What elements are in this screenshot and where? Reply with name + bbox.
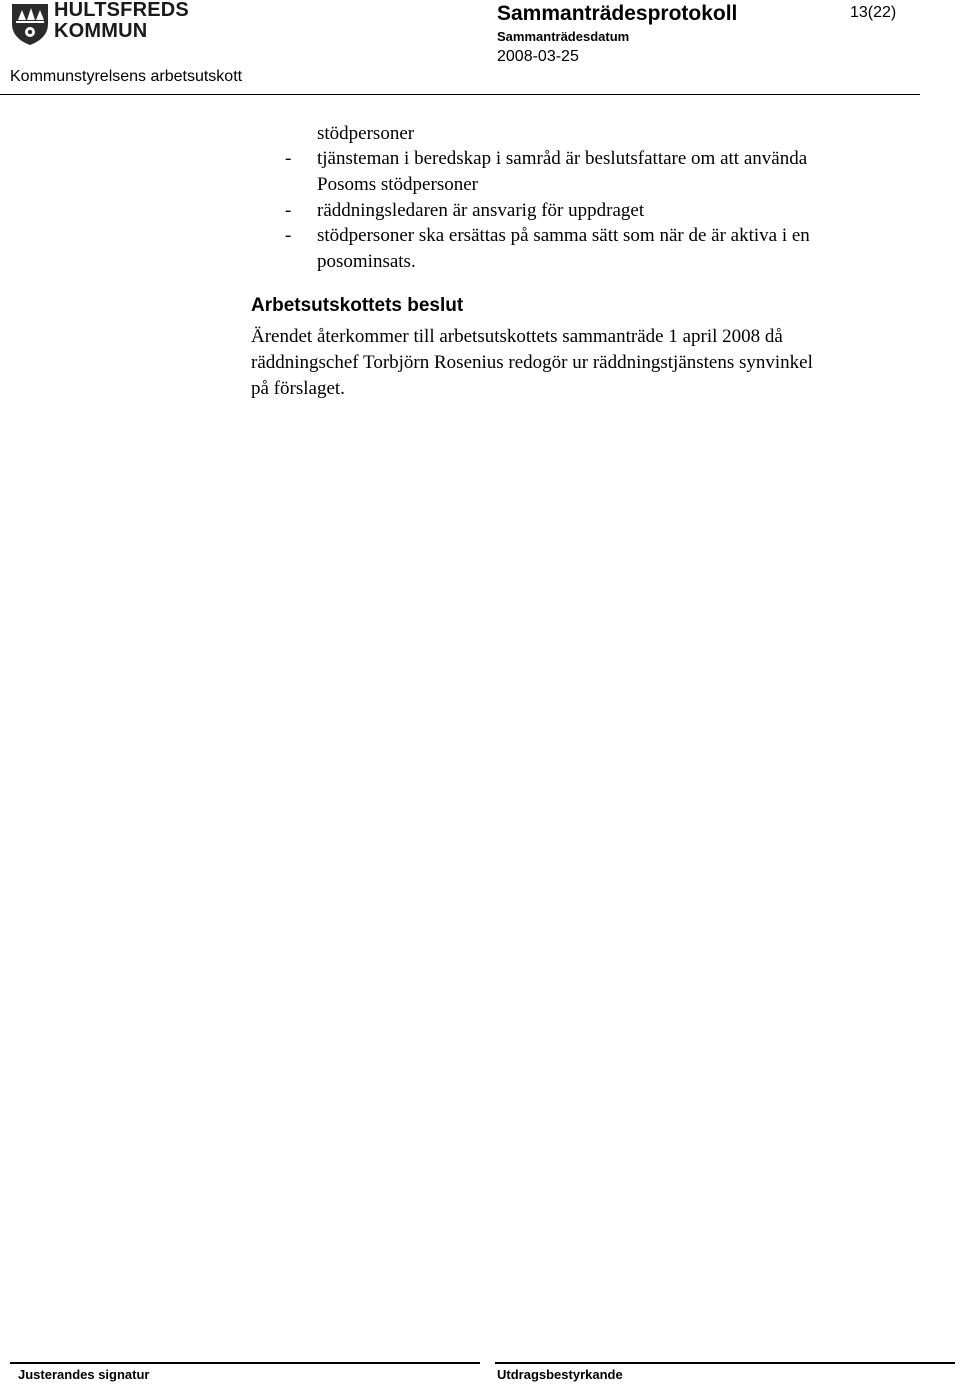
continuation-text: stödpersoner bbox=[317, 123, 415, 144]
logo-wordmark bbox=[54, 0, 189, 42]
decision-paragraph-line-2: räddningschef Torbjörn Rosenius redogör ur räddningstjänstens synvinkel bbox=[251, 352, 813, 373]
bullet-1-line-1: tjänsteman i beredskap i samråd är beslutsfattare om att använda bbox=[317, 148, 808, 169]
bullet-1-line-2: Posoms stödpersoner bbox=[317, 174, 478, 195]
bullet-2-line-1: räddningsledaren är ansvarig för uppdraget bbox=[317, 200, 645, 221]
meeting-date-value: 2008-03-25 bbox=[497, 48, 579, 65]
footer-certification-rule bbox=[495, 1362, 955, 1364]
bullet-dash: - bbox=[285, 200, 292, 221]
logo-line-2: KOMMUN bbox=[54, 20, 148, 42]
section-heading: Arbetsutskottets beslut bbox=[251, 295, 464, 316]
document-title: Sammanträdesprotokoll bbox=[497, 2, 738, 25]
page-number: 13(22) bbox=[850, 4, 897, 21]
logo-line-1: HULTSFREDS bbox=[54, 0, 189, 21]
decision-paragraph-line-3: på förslaget. bbox=[251, 378, 345, 399]
footer-signature-rule bbox=[10, 1362, 480, 1364]
signature-label: Justerandes signatur bbox=[18, 1367, 150, 1382]
bullet-dash: - bbox=[285, 148, 292, 169]
certification-label: Utdragsbestyrkande bbox=[497, 1367, 623, 1382]
municipality-logo bbox=[10, 0, 189, 46]
coat-of-arms-icon bbox=[10, 2, 50, 46]
meeting-date-label: Sammanträdesdatum bbox=[497, 29, 630, 44]
decision-paragraph-line-1: Ärendet återkommer till arbetsutskottets sammanträde 1 april 2008 då bbox=[251, 326, 783, 347]
bullet-3-line-1: stödpersoner ska ersättas på samma sätt som när de är aktiva i en bbox=[317, 225, 810, 246]
committee-name: Kommunstyrelsens arbetsutskott bbox=[10, 68, 243, 85]
bullet-dash: - bbox=[285, 225, 292, 246]
bullet-3-line-2: posominsats. bbox=[317, 251, 416, 272]
header-divider bbox=[0, 94, 920, 95]
